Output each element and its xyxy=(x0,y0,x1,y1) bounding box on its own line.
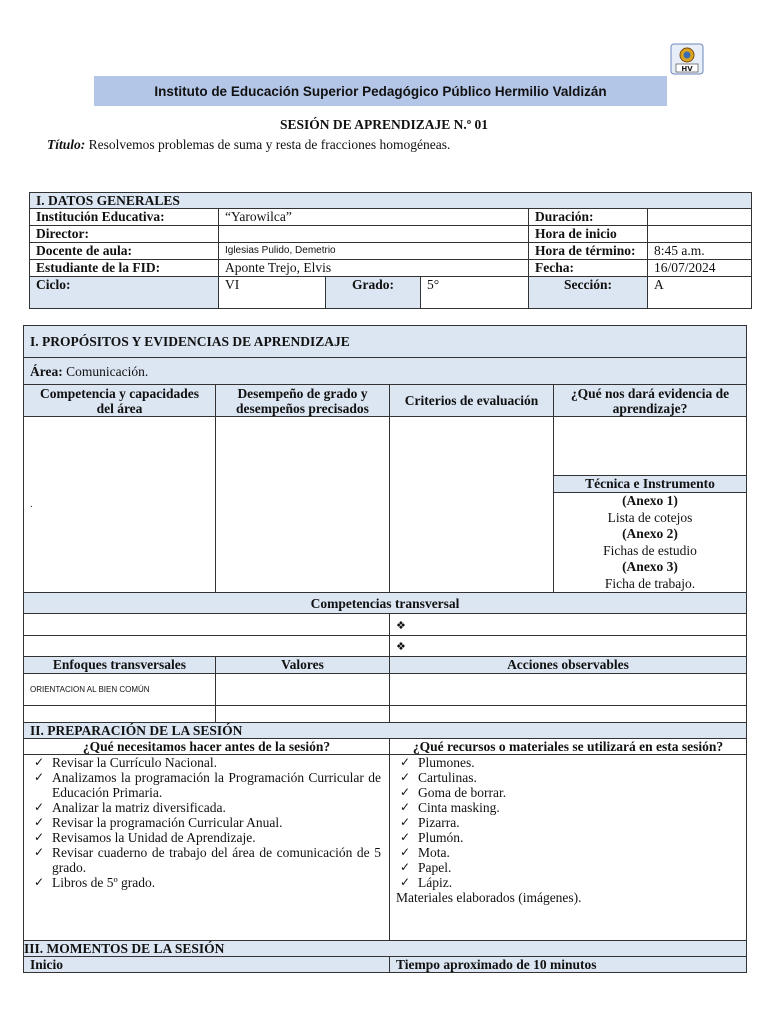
col-antes: ¿Qué necesitamos hacer antes de la sesión? xyxy=(24,739,390,755)
inicio-label: Inicio xyxy=(24,957,390,973)
anexo3-value: Ficha de trabajo. xyxy=(604,575,696,591)
estudiante-label: Estudiante de la FID: xyxy=(30,260,219,277)
fecha-value: 16/07/2024 xyxy=(648,260,752,277)
institute-logo xyxy=(670,43,704,75)
tiempo-label: Tiempo aproximado de 10 minutos xyxy=(390,957,747,973)
hora-termino-value: 8:45 a.m. xyxy=(648,243,752,260)
enfoque-value-2 xyxy=(24,706,216,724)
checklist-item: ✓ Goma de borrar. xyxy=(396,785,740,800)
propositos-heading: I. PROPÓSITOS Y EVIDENCIAS DE APRENDIZAJE xyxy=(24,326,747,358)
duracion-value xyxy=(648,209,752,226)
col-competencia: Competencia y capacidades del área xyxy=(24,385,216,417)
enfoque-value: ORIENTACION AL BIEN COMÚN xyxy=(24,674,216,706)
duracion-label: Duración: xyxy=(529,209,648,226)
checklist-item: ✓ Revisamos la Unidad de Aprendizaje. xyxy=(30,830,381,845)
hora-inicio-value xyxy=(648,226,752,243)
seccion-label: Sección: xyxy=(529,277,648,309)
momentos-heading: III. MOMENTOS DE LA SESIÓN xyxy=(24,941,747,957)
grado-value: 5° xyxy=(421,277,529,309)
preparation-table xyxy=(23,722,747,941)
institute-banner xyxy=(94,76,667,106)
session-title: SESIÓN DE APRENDIZAJE N.º 01 xyxy=(279,117,489,132)
transversal-left-2 xyxy=(24,636,390,657)
checklist-item: ✓ Plumones. xyxy=(396,755,740,770)
evidencia-cell xyxy=(554,417,747,476)
antes-cell xyxy=(24,755,390,941)
checklist-item: ✓ Revisar cuaderno de trabajo del área de comunicación de 5 grado. xyxy=(30,845,381,875)
acciones-value-2 xyxy=(390,706,747,724)
fecha-label: Fecha: xyxy=(529,260,648,277)
anexo3-label: (Anexo 3) xyxy=(622,559,678,574)
criterios-cell xyxy=(390,417,554,593)
transversal-heading: Competencias transversal xyxy=(24,593,747,614)
anexo1-value: Lista de cotejos xyxy=(607,509,693,525)
area-row xyxy=(24,358,747,385)
col-desempeno: Desempeño de grado y desempeños precisados xyxy=(216,385,390,417)
anexo2-label: (Anexo 2) xyxy=(622,526,678,541)
ciclo-label: Ciclo: xyxy=(30,277,219,309)
area-label: Área: xyxy=(30,363,63,379)
acciones-heading: Acciones observables xyxy=(390,657,747,674)
checklist-item: ✓ Lápiz. xyxy=(396,875,740,890)
competencia-cell: . xyxy=(24,417,216,593)
valores-value xyxy=(216,674,390,706)
institucion-value: “Yarowilca” xyxy=(219,209,529,226)
institute-name: Instituto de Educación Superior Pedagógico Público Hermilio Valdizán xyxy=(154,83,607,99)
director-label: Director: xyxy=(30,226,219,243)
checklist-item: ✓ Cartulinas. xyxy=(396,770,740,785)
session-topic xyxy=(47,137,450,153)
titulo-label: Título: xyxy=(47,137,86,152)
enfoques-heading: Enfoques transversales xyxy=(24,657,216,674)
general-data-table xyxy=(29,192,752,309)
anexo1-label: (Anexo 1) xyxy=(622,493,678,508)
desempeno-cell xyxy=(216,417,390,593)
checklist-item: ✓ Papel. xyxy=(396,860,740,875)
hora-inicio-label: Hora de inicio xyxy=(529,226,648,243)
institucion-label: Institución Educativa: xyxy=(30,209,219,226)
checklist-item: ✓ Analizar la matriz diversificada. xyxy=(30,800,381,815)
tecnica-heading: Técnica e Instrumento xyxy=(554,476,747,493)
antes-list xyxy=(30,755,381,890)
titulo-value: Resolvemos problemas de suma y resta de fracciones homogéneas. xyxy=(88,137,451,152)
seccion-value: A xyxy=(648,277,752,309)
docente-label: Docente de aula: xyxy=(30,243,219,260)
col-recursos: ¿Qué recursos o materiales se utilizará en esta sesión? xyxy=(390,739,747,755)
logo-text: HV xyxy=(681,65,693,73)
grado-label: Grado: xyxy=(326,277,421,309)
checklist-item: ✓ Cinta masking. xyxy=(396,800,740,815)
checklist-item: ✓ Revisar la programación Curricular Anual. xyxy=(30,815,381,830)
preparacion-heading: II. PREPARACIÓN DE LA SESIÓN xyxy=(24,723,747,739)
director-value xyxy=(219,226,529,243)
checklist-item: ✓ Mota. xyxy=(396,845,740,860)
area-value: Comunicación. xyxy=(66,363,149,379)
estudiante-value: Aponte Trejo, Elvis xyxy=(219,260,529,277)
recursos-cell xyxy=(390,755,747,941)
valores-heading: Valores xyxy=(216,657,390,674)
ciclo-value: VI xyxy=(219,277,326,309)
moments-table xyxy=(23,940,747,973)
diamond-bullet-icon: ❖ xyxy=(396,640,406,653)
docente-value: Iglesias Pulido, Demetrio xyxy=(219,243,529,260)
checklist-item: ✓ Analizamos la programación la Programación Curricular de Educación Primaria. xyxy=(30,770,381,800)
datos-heading: I. DATOS GENERALES xyxy=(30,193,752,209)
recursos-extra: Materiales elaborados (imágenes). xyxy=(396,890,582,905)
col-criterios: Criterios de evaluación xyxy=(390,385,554,417)
instrumentos-cell xyxy=(554,493,747,593)
transversal-right-1 xyxy=(390,614,747,636)
valores-value-2 xyxy=(216,706,390,724)
acciones-value xyxy=(390,674,747,706)
col-evidencia: ¿Qué nos dará evidencia de aprendizaje? xyxy=(554,385,747,417)
checklist-item: ✓ Libros de 5º grado. xyxy=(30,875,381,890)
checklist-item: ✓ Pizarra. xyxy=(396,815,740,830)
hora-termino-label: Hora de término: xyxy=(529,243,648,260)
diamond-bullet-icon: ❖ xyxy=(396,618,406,632)
checklist-item: ✓ Revisar la Currículo Nacional. xyxy=(30,755,381,770)
checklist-item: ✓ Plumón. xyxy=(396,830,740,845)
purposes-table xyxy=(23,325,747,724)
recursos-list xyxy=(396,755,740,890)
transversal-left-1 xyxy=(24,614,390,636)
transversal-right-2 xyxy=(390,636,747,657)
anexo2-value: Fichas de estudio xyxy=(603,542,697,558)
